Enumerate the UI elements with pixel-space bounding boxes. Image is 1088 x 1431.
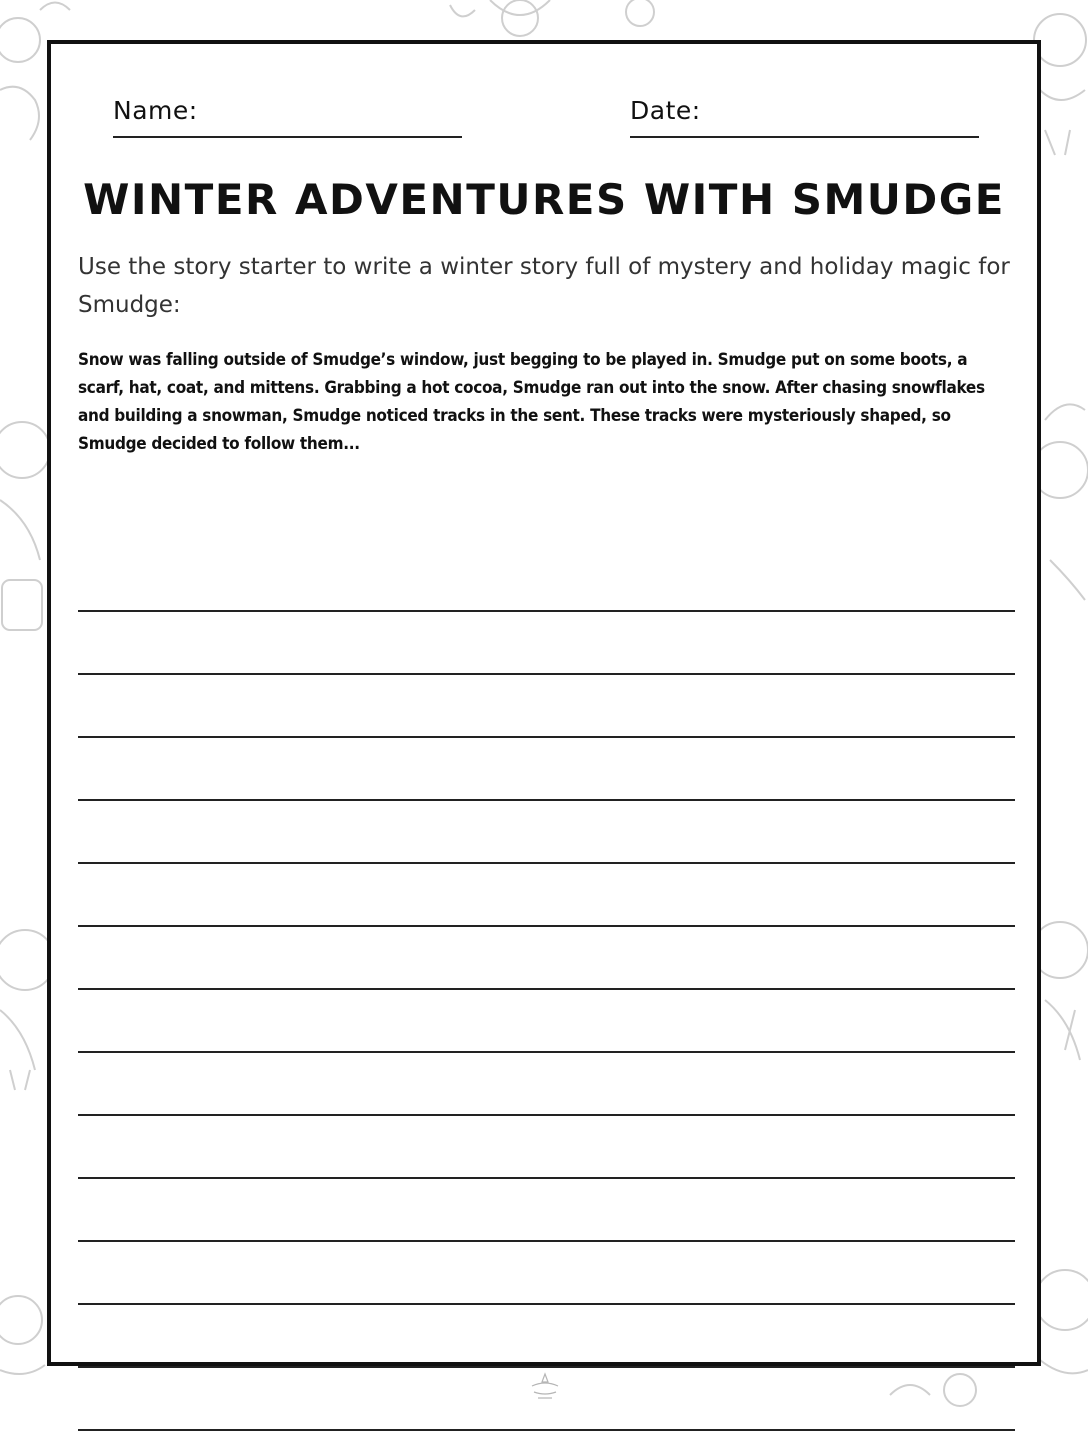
writing-area[interactable]	[78, 549, 1015, 1431]
name-field[interactable]	[113, 96, 462, 138]
name-label: Name:	[113, 96, 198, 125]
date-field[interactable]	[630, 96, 979, 138]
writing-line[interactable]	[78, 1242, 1015, 1305]
logo-icon	[520, 1372, 570, 1402]
page-title: WINTER ADVENTURES WITH SMUDGE	[83, 175, 1005, 224]
writing-line[interactable]	[78, 990, 1015, 1053]
writing-line[interactable]	[78, 927, 1015, 990]
writing-line[interactable]	[78, 612, 1015, 675]
writing-line[interactable]	[78, 675, 1015, 738]
writing-line[interactable]	[78, 1116, 1015, 1179]
writing-line[interactable]	[78, 549, 1015, 612]
writing-line[interactable]	[78, 738, 1015, 801]
story-starter: Snow was falling outside of Smudge’s window, just begging to be played in. Smudge put on some boots, a scarf, hat, coat, and mittens. Grabbing a hot cocoa, Smudge ran out into the snow. After chasing snowflakes and building a snowman, Smudge noticed tracks in the sent. These tracks were mysteriously shaped, so Smudge decided to follow them...	[78, 350, 985, 454]
writing-line[interactable]	[78, 1179, 1015, 1242]
writing-line[interactable]	[78, 1053, 1015, 1116]
date-label: Date:	[630, 96, 701, 125]
writing-line[interactable]	[78, 801, 1015, 864]
writing-line[interactable]	[78, 1305, 1015, 1368]
worksheet	[47, 40, 1041, 1366]
writing-line[interactable]	[78, 864, 1015, 927]
instructions: Use the story starter to write a winter story full of mystery and holiday magic for Smudge:	[78, 254, 1010, 318]
